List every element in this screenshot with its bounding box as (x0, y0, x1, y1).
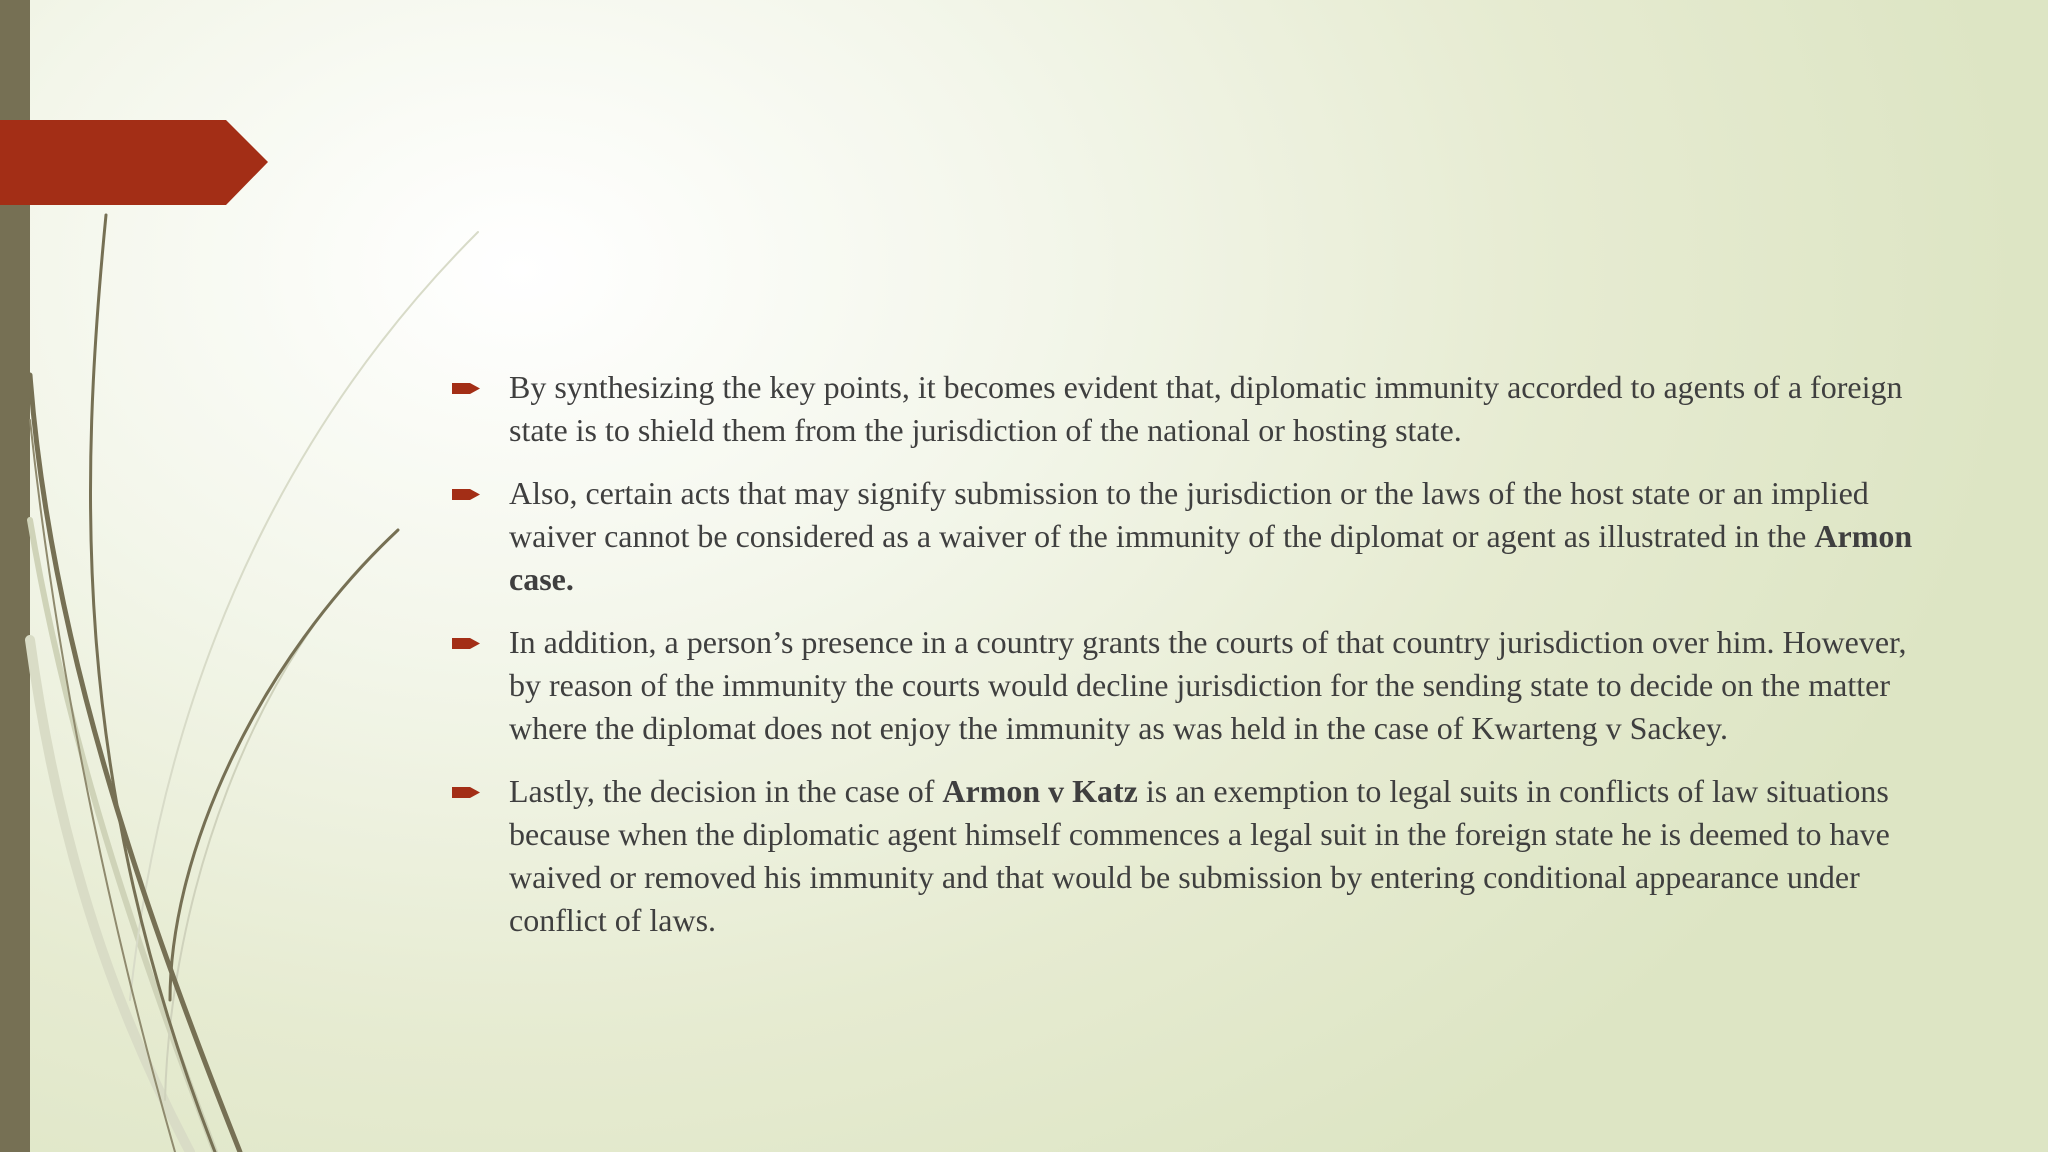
bullet-item (452, 770, 1932, 942)
slide-body (452, 366, 1932, 962)
bullet-text: In addition, a person’s presence in a country grants the courts of that country jurisdiction over him. However, by reason of the immunity the courts would decline jurisdiction for the sending state to decide on the matter where the diplomat does not enjoy the immunity as was held in the case of Kwarteng v Sackey. (509, 624, 1907, 746)
arrow-bullet-icon (452, 487, 480, 502)
bullet-item (452, 366, 1932, 452)
bullet-item (452, 621, 1932, 750)
arrow-bullet-icon (452, 636, 480, 651)
title-tab-arrow (0, 120, 268, 205)
bullet-text: Also, certain acts that may signify submission to the jurisdiction or the laws of the host state or an implied waiver cannot be considered as a waiver of the immunity of the diplomat or agent as illustrated in the Armon case. (509, 475, 1913, 597)
bullet-item (452, 472, 1932, 601)
case-name-emphasis: Armon v Katz (942, 773, 1138, 809)
case-name-emphasis: Armon case. (509, 518, 1913, 597)
arrow-bullet-icon (452, 381, 480, 396)
bullet-text: By synthesizing the key points, it becomes evident that, diplomatic immunity accorded to agents of a foreign state is to shield them from the jurisdiction of the national or hosting state. (509, 369, 1903, 448)
bullet-text: Lastly, the decision in the case of Armon v Katz is an exemption to legal suits in conflicts of law situations because when the diplomatic agent himself commences a legal suit in the foreign state he is deemed to have waived or removed his immunity and that would be submission by entering conditional appearance under conflict of laws. (509, 773, 1890, 938)
arrow-bullet-icon (452, 785, 480, 800)
